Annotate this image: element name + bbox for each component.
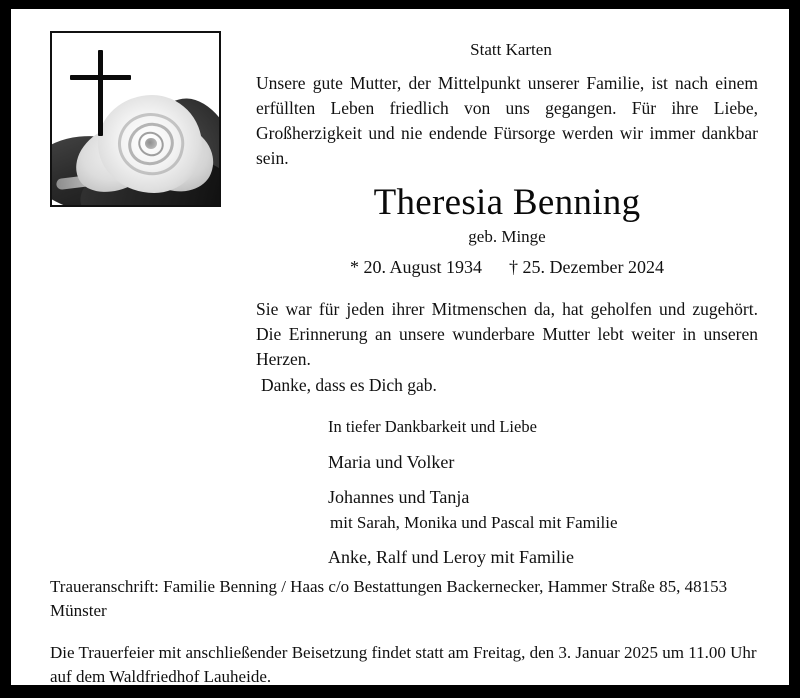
mourners-block (328, 415, 758, 580)
intro-paragraph: Unsere gute Mutter, der Mittelpunkt unserer Familie, ist nach einem erfüllten Leben friedlich von uns gegangen. Für ihre Liebe, Großherzigkeit und nie endende Fürsorge werden wir immer dankbar sein. (256, 73, 758, 168)
deceased-maiden-name: geb. Minge (468, 227, 546, 246)
memorial-image (50, 31, 221, 207)
mourner-entry-1 (328, 450, 758, 475)
mourner-entry-2 (328, 485, 758, 535)
tribute-paragraph: Sie war für jeden ihrer Mitmenschen da, hat geholfen und zugehört. Die Erinnerung an unsere wunderbare Mutter lebt weiter in unseren Herzen. (256, 299, 758, 369)
mourner-entry-1-line: Maria und Volker (328, 452, 455, 472)
thanks-line: Danke, dass es Dich gab. (261, 375, 437, 395)
life-dates: * 20. August 1934 † 25. Dezember 2024 (350, 257, 664, 277)
mourner-entry-2-line: Johannes und Tanja (328, 487, 470, 507)
mourner-entry-3 (328, 545, 758, 570)
notice-sheet (11, 9, 789, 685)
cross-icon-horizontal (70, 75, 131, 80)
condolence-address: Traueranschrift: Familie Benning / Haas c/o Bestattungen Backernecker, Hammer Straße 85, 48153 Münster (50, 577, 728, 620)
rose-center (145, 138, 157, 149)
cross-icon-vertical (98, 50, 103, 136)
notice-heading: Statt Karten (470, 40, 552, 59)
service-info: Die Trauerfeier mit anschließender Beisetzung findet statt am Freitag, den 3. Januar 2025 um 11.00 Uhr auf dem Waldfriedhof Lauheide. (50, 643, 757, 685)
notice-footer (50, 575, 762, 685)
mourner-entry-3-line: Anke, Ralf und Leroy mit Familie (328, 547, 574, 567)
memorial-image-canvas (52, 33, 219, 205)
mourner-entry-2-sub: mit Sarah, Monika und Pascal mit Familie (330, 513, 618, 532)
deceased-name: Theresia Benning (373, 182, 641, 223)
mourners-lead: In tiefer Dankbarkeit und Liebe (328, 417, 537, 436)
